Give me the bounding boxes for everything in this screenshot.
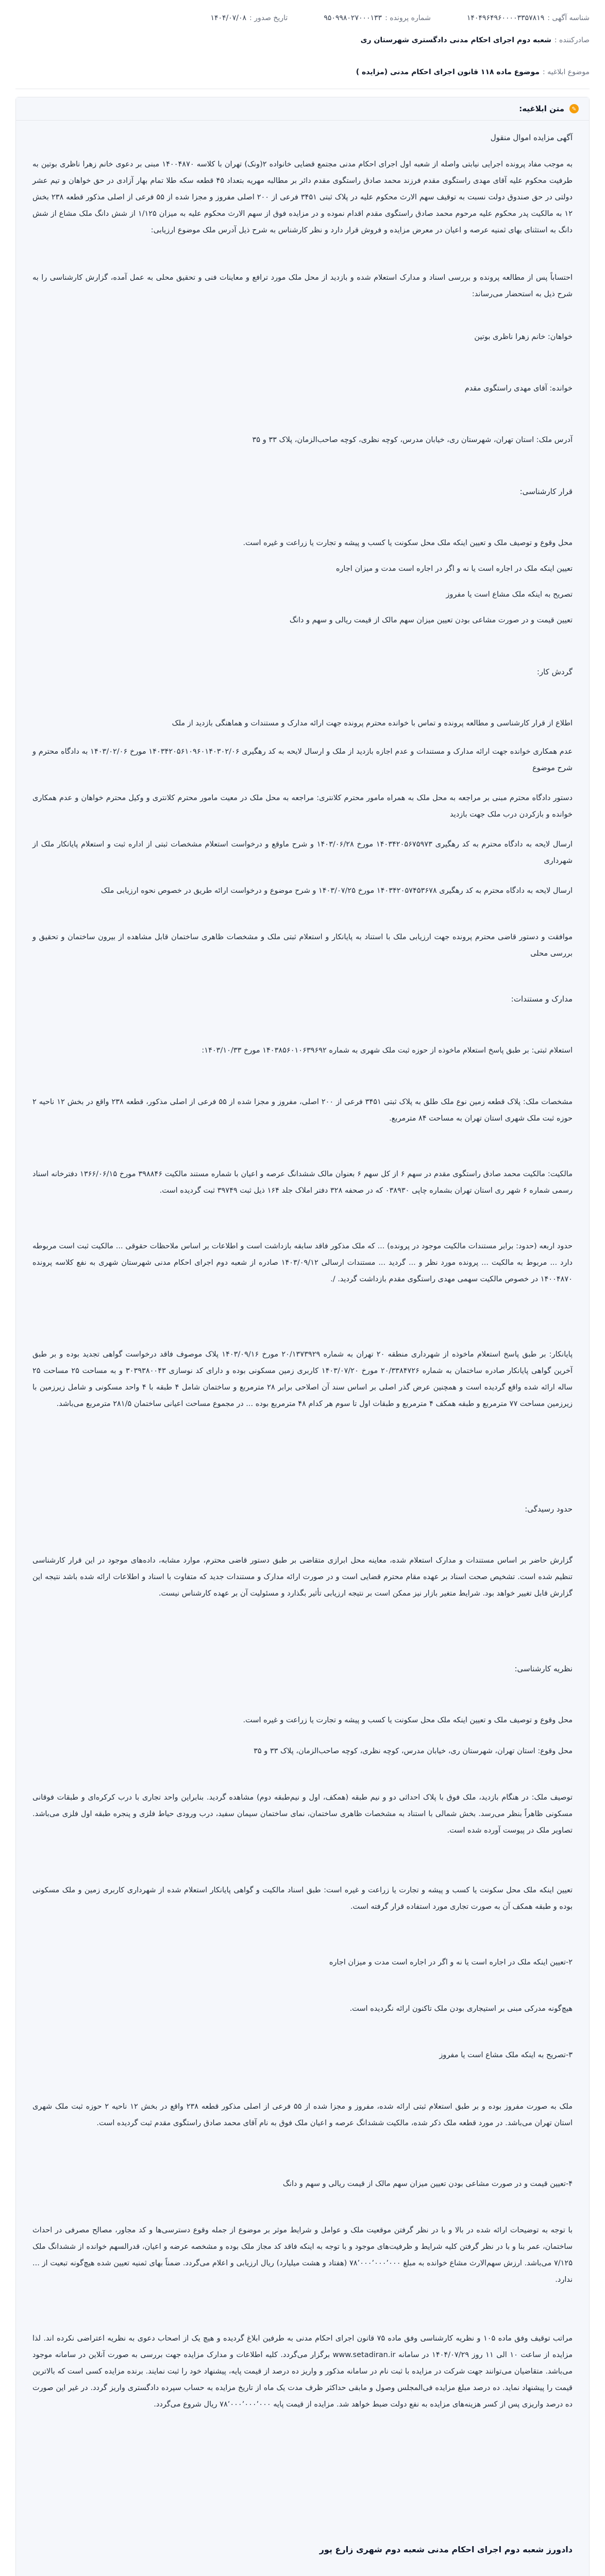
- notice-text-card: [15, 97, 590, 2576]
- workflow-step-4: ارسال لایحه به دادگاه محترم به کد رهگیری ۱۴۰۳۴۲۰۵۶۷۵۹۷۳ مورخ ۱۴۰۳/۰۶/۲۸ و شرح ماوقع و درخواست استعلام مشخصات ثبتی از اداره ثبت و استعلام پایانکار ملک از شهرداری: [32, 840, 573, 865]
- workflow-step-3: دستور دادگاه محترم مبنی بر مراجعه به محل ملک به همراه مامور محترم کلانتری: مراجعه به محل ملک در معیت مامور محترم کلانتری و وکیل محترم خواهان و عدم همکاری خوانده و بازکردن درب ملک جهت بازدید: [32, 794, 573, 819]
- notice-meta-bar: [15, 5, 590, 31]
- plaintiff-line: خواهان: خانم زهرا ناظری بوتین: [474, 333, 573, 341]
- card-body: [16, 120, 589, 2576]
- notice-heading: آگهی مزایده اموال منقول: [490, 133, 573, 142]
- case-number-label: شماره پرونده :: [385, 14, 431, 22]
- case-number-value: ۹۵۰۹۹۸۰۲۷۰۰۰۱۳۳: [324, 14, 382, 22]
- opinion-location-address: محل وقوع: استان تهران، شهرستان ری، خیابان مدرس، کوچه نظری، کوچه صاحب‌الزمان، پلاک ۳۳ و ۳۵: [254, 1747, 573, 1755]
- signature-line: دادورز شعبه دوم اجرای احکام مدنی شعبه دوم شهری زارع پور: [319, 2545, 573, 2554]
- issue-date-value: ۱۴۰۴/۰۷/۰۸: [210, 14, 247, 22]
- workflow-step-1: اطلاع از قرار کارشناسی و مطالعه پرونده و تماس با خوانده محترم پرونده جهت ارائه مدارک و مستندات و هماهنگی بازدید از ملک: [172, 719, 573, 727]
- lease-question: ۲-تعیین اینکه ملک در اجاره است یا نه و اگر در اجاره است مدت و میزان اجاره: [329, 1958, 573, 1967]
- auction-terms: مراتب توقیف وفق ماده ۱۰۵ و نظریه کارشناسی وفق ماده ۷۵ قانون اجرای احکام مدنی به طرفین ابلاغ گردیده و هیچ یک از اصحاب دعوی به نظریه اعتراضی نکرده اند. لذا مزایده از ساعت ۱۰ الی ۱۱ روز ۱۴۰۴/۰۷/۲۹ در سامانه www.setadiran.ir برگزار می‌گردد. کلیه اطلاعات و مدارک مزایده جهت بررسی به صورت آنلاین در سامانه موجود می‌باشد. متقاضیان می‌توانند جهت شرکت در مزایده با ثبت نام در سامانه مذکور و واریز ده درصد از قیمت پایه، پیشنهاد خود را ثبت نمایند. برنده مزایده کسی است که بالاترین قیمت را پیشنهاد نماید. ده درصد مبلغ مزایده فی‌المجلس وصول و مابقی حداکثر ظرف مدت یک ماه از تاریخ مزایده به حساب سپرده دادگستری واریز گردد. در غیر این صورت ده درصد واریزی پس از کسر هزینه‌های مزایده به نفع دولت ضبط خواهد شد. مزایده از قیمت پایه ۷۸٬۰۰۰٬۰۰۰٬۰۰۰ ریال شروع می‌گردد.: [32, 2334, 573, 2409]
- lease-answer: هیچ‌گونه مدرکی مبنی بر استیجاری بودن ملک تاکنون ارائه نگردیده است.: [349, 2005, 573, 2013]
- usage-determination: تعیین اینکه ملک محل سکونت یا کسب و پیشه و تجارت یا زراعت و غیره است: طبق اسناد مالکیت و گواهی پایانکار استعلام شده از شهرداری کاربری زمین و ملک مسکونی بوده و طبقه همکف آن به صورت تجاری مورد استفاده قرار گرفته است.: [32, 1886, 573, 1911]
- order-item-location: محل وقوع و توصیف ملک و تعیین اینکه ملک محل سکونت یا کسب و پیشه و تجارت یا زراعت و غیره است.: [243, 539, 573, 547]
- boundaries-details: حدود اربعه (حدود: برابر مستندات مالکیت موجود در پرونده) ... که ملک مذکور فاقد سابقه بازداشت است و اطلاعات بر اساس ملاحظات حقوقی ... مالکیت ثبت است مربوطه دارد ... مربوط به مالکیت ... پرونده مورد نظر و ... گردید ... مستندات ارسالی ۱۴۰۳/۰۹/۱۲ صادره از شعبه دوم اجرای احکام مدنی شهرستان شهری به نفع کلاسه پرونده ۱۴۰۰۴۸۷۰ در خصوص مالکیت سهمی مهدی راستگوی مقدم بازداشت گردید. /.: [32, 1242, 573, 1283]
- notice-id-label: شناسه آگهی :: [547, 14, 590, 22]
- issuer-value: شعبه دوم اجرای احکام مدنی دادگستری شهرستان ری: [360, 36, 551, 44]
- issue-date-label: تاریخ صدور :: [249, 14, 288, 22]
- notice-id-value: ۱۴۰۴۹۶۴۹۶۰۰۰۰۳۳۵۷۸۱۹: [466, 14, 545, 22]
- notice-intro-paragraph: به موجب مفاد پرونده اجرایی نیابتی واصله از شعبه اول اجرای احکام مدنی مجتمع قضایی خانواده ۲(ونک) تهران با کلاسه ۱۴۰۰۴۸۷۰ مبنی بر دعوی خانم زهرا ناظری بوتین به طرفیت محکوم علیه آقای مهدی راستگوی مقدم فرزند محمد صادق راستگوی مقدم دائر بر مطالبه مهریه بتعداد ۴۵ قطعه سکه طلا تمام بهار آزادی در حق خواهان و تیم عشر دولتی در حق صندوق دولت نسبت به توقیف سهم الارث محکوم علیه در پلاک ثبتی ۳۴۵۱ فرعی از ۲۰۰ اصلی مفروز و مجزا شده از ۵۵ فرعی از اصلی مذکور قطعه ۲۳۸ بخش ۱۲ به مالکیت پدر محکوم علیه مرحوم محمد صادق راستگوی مقدم اقدام نموده و در مزایده فوق از سهم الارث محکوم علیه به میزان ۱/۱۲۵ از شش دانگ ملک مشاع از شش دانگ به استثنای بهای ثمنیه عرصه و اعیان در معرض مزایده و فروش قرار دارد و نظر کارشناس به شرح ذیل آدرس ملک موضوع ارزیابی:: [32, 160, 573, 234]
- workflow-step-2: عدم همکاری خوانده جهت ارائه مدارک و مستندات و عدم اجازه بازدید از ملک و ارسال لایحه به کد رهگیری ۱۴۰۳۴۲۰۵۶۱۰۹۶۰۱۴۰۳۰۲/۰۶ مورخ ۱۴۰۳/۰۲/۰۶ به دادگاه محترم و شرح موضوع: [32, 748, 573, 772]
- price-question: ۴-تعیین قیمت و در صورت مشاعی بودن تعیین میزان سهم مالک از قیمت ریالی و سهم و دانگ: [282, 2180, 573, 2188]
- subject-line: [15, 62, 590, 82]
- scope-heading: حدود رسیدگی:: [525, 1504, 573, 1514]
- expert-intro-paragraph: احتساباً پس از مطالعه پرونده و بررسی اسناد و مدارک استعلام شده و بازدید از محل ملک مورد ترافع و معاینات فنی و تحقیق محلی به عمل آمده، گزارش کارشناسی را به شرح ذیل به استحضار می‌رساند:: [32, 274, 573, 298]
- property-address-line: آدرس ملک: استان تهران، شهرستان ری، خیابان مدرس، کوچه نظری، کوچه صاحب‌الزمان، پلاک ۳۳ و ۳۵: [252, 436, 573, 444]
- order-item-lease: تعیین اینکه ملک در اجاره است یا نه و اگر در اجاره است مدت و میزان اجاره: [335, 565, 573, 573]
- document-icon: ✎: [569, 104, 579, 113]
- order-item-shared: تصریح به اینکه ملک مشاع است یا مفروز: [446, 590, 573, 599]
- issuer-label: صادرکننده :: [554, 36, 590, 44]
- scope-paragraph: گزارش حاضر بر اساس مستندات و مدارک استعلام شده، معاینه محل ابرازی متقاضی بر طبق دستور قاضی محترم، موارد مشابه، داده‌های موجود در این قرار کارشناسی تنظیم شده است. تشخیص صحت اسناد بر عهده مقام محترم قضایی است و در صورت ارائه مدارک و مستندات جدید که متفاوت با اسناد و اطلاعات ارائه شده باشد نتیجه این گزارش قابل تغییر خواهد بود. شرایط متغیر بازار نیز ممکن است بر نتیجه ارزیابی تأثیر بگذارد و مسئولیت آن بر عهده کارشناس نیست.: [32, 1556, 573, 1598]
- completion-certificate: پایانکار: بر طبق پاسخ استعلام ماخوذه از شهرداری منطقه ۲۰ تهران به شماره ۲۰/۱۳۷۳۹۲۹ مورخ ۱۴۰۳/۰۹/۱۶ پلاک موصوف فاقد درخواست گواهی تجدید بوده و بر طبق آخرین گواهی پایانکار صادره ساختمان به شماره ۲۰/۳۳۸۴۷۲۶ مورخ ۱۴۰۳/۰۷/۲۰ کاربری زمین مسکونی بوده و دارای کد نوسازی ۳۰۳۹۳۸۰۰۴۳ و به مساحت ۲۵ مساحت ۲۵ ساله ارائه شده واقع گردیده است و همچنین عرض گذر اصلی بر اساس سند آن اصلاحی برابر ۲۸ مترمربع و ساختمان شامل ۴ طبقه با ۴ واحد مسکونی و شامل زیرزمین با زیرزمین مساحت ۷۷ مترمربع و طبقه همکف ۴ مترمربع و طبقات اول تا سوم هر کدام ۴۸ مترمربع بوده ... در مجموع مساحت اعیانی ساختمان ۲۸۱/۵ مترمربع می‌باشد.: [32, 1350, 573, 1408]
- subject-value: موضوع ماده ۱۱۸ قانون اجرای احکام مدنی (مزایده ): [356, 68, 540, 76]
- notice-id: [467, 14, 590, 22]
- workflow-step-6: موافقت و دستور قاضی محترم پرونده جهت ارزیابی ملک با استناد به پایانکار و استعلام ثبتی ملک و مشخصات ظاهری ساختمان قابل مشاهده از بیرون ساختمان و تحقیق و بررسی محلی: [32, 933, 573, 958]
- subject-label: موضوع ابلاغیه :: [542, 68, 590, 76]
- opinion-location-item: محل وقوع و توصیف ملک و تعیین اینکه ملک محل سکونت یا کسب و پیشه و تجارت یا زراعت و غیره است.: [243, 1716, 573, 1724]
- card-header: [16, 97, 589, 121]
- property-description: توصیف ملک: در هنگام بازدید، ملک فوق با پلاک احداثی دو و نیم طبقه (همکف، اول و نیم‌طبقه دوم) مشاهده گردید. بنابراین واحد تجاری با درب کرکره‌ای و طبقات فوقانی مسکونی ظاهراً بنظر می‌رسد. بخش شمالی با استناد به مشخصات ظاهری ساختمان، نمای ساختمان سیمان سفید، درب ورودی حیاط فلزی و پنجره طبقه اول فلزی می‌باشد. تصاویر ملک در پیوست آورده شده است.: [32, 1793, 573, 1835]
- card-title: متن ابلاغیه:: [519, 104, 564, 113]
- shared-question: ۳-تصریح به اینکه ملک مشاع است یا مفروز: [439, 2051, 573, 2059]
- order-item-price: تعیین قیمت و در صورت مشاعی بودن تعیین میزان سهم مالک از قیمت ریالی و سهم و دانگ: [289, 616, 573, 624]
- issuer-line: [15, 30, 590, 50]
- price-answer: با توجه به توضیحات ارائه شده در بالا و با در نظر گرفتن موقعیت ملک و عوامل و شرایط موثر بر موضوع از جمله وقوع دسترسی‌ها و کد مجاور، مصالح مصرفی در احداث ساختمان، عمر بنا و با در نظر گرفتن کلیه شرایط و ظرفیت‌های موجود و با توجه به اینکه فاقد کد مجاز ملک بوده و مشخصه عرضه و اعیان، قدرالسهم خوانده از ششدانگ ملک ۷/۱۲۵ می‌باشد. ارزش سهم‌الارث مشاع خوانده به مبلغ ۷۸٬۰۰۰٬۰۰۰٬۰۰۰ (هفتاد و هشت میلیارد) ریال ارزیابی و اعلام می‌گردد. ضمناً بهای ثمنیه تعیین شده هیچ‌گونه تبعیت از ... ندارد.: [32, 2226, 573, 2284]
- defendant-line: خوانده: آقای مهدی راستگوی مقدم: [464, 384, 573, 393]
- ownership-details: مالکیت: مالکیت محمد صادق راستگوی مقدم در سهم ۶ از کل سهم ۶ بعنوان مالک ششدانگ عرصه و اعیان با شماره مستند مالکیت ۳۹۸۸۴۶ مورخ ۱۳۶۶/۰۶/۱۵ دفترخانه اسناد رسمی شماره ۶ شهر ری استان تهران بشماره چاپی ۰۳۸۹۳۰ که در صحفه ۳۲۸ دفتر املاک جلد ۱۶۴ ذیل ثبت ۳۹۷۴۹ ثبت گردیده است.: [32, 1170, 573, 1195]
- issue-date: [210, 14, 288, 22]
- documents-heading: مدارک و مستندات:: [511, 994, 573, 1004]
- workflow-heading: گردش کار:: [536, 667, 573, 676]
- workflow-step-5: ارسال لایحه به دادگاه محترم به کد رهگیری ۱۴۰۳۴۲۰۵۷۴۵۳۶۷۸ مورخ ۱۴۰۳/۰۷/۲۵ و شرح موضوع و درخواست ارائه طریق در خصوص نحوه ارزیابی ملک: [100, 887, 573, 895]
- shared-answer: ملک به صورت مفروز بوده و بر طبق استعلام ثبتی ارائه شده، مفروز و مجزا شده از ۵۵ فرعی از اصلی مذکور قطعه ۲۳۸ واقع در بخش ۱۲ ناحیه ۲ حوزه ثبت ملک شهری استان تهران می‌باشد. در مورد قطعه ملک ذکر شده، مالکیت ششدانگ عرصه و اعیان ملک فوق به نام آقای محمد صادق راستگوی مقدم ثبت گردیده است.: [32, 2103, 573, 2127]
- case-number: [324, 14, 431, 22]
- expert-order-heading: قرار کارشناسی:: [519, 487, 573, 496]
- registry-inquiry: استعلام ثبتی: بر طبق پاسخ استعلام ماخوذه از حوزه ثبت ملک شهری به شماره ۱۴۰۳۸۵۶۰۱۰۶۳۹۶۹۲ مورخ ۱۴۰۳/۱۰/۳۳:: [201, 1046, 573, 1055]
- property-specs: مشخصات ملک: پلاک قطعه زمین نوع ملک طلق به پلاک ثبتی ۳۴۵۱ فرعی از ۲۰۰ اصلی، مفروز و مجزا شده از ۵۵ فرعی از اصلی مذکور، قطعه ۲۳۸ واقع در بخش ۱۲ ناحیه ۲ حوزه ثبت ملک شهری استان تهران به مساحت ۸۴ مترمربع.: [32, 1098, 573, 1123]
- expert-opinion-heading: نظریه کارشناسی:: [514, 1664, 573, 1673]
